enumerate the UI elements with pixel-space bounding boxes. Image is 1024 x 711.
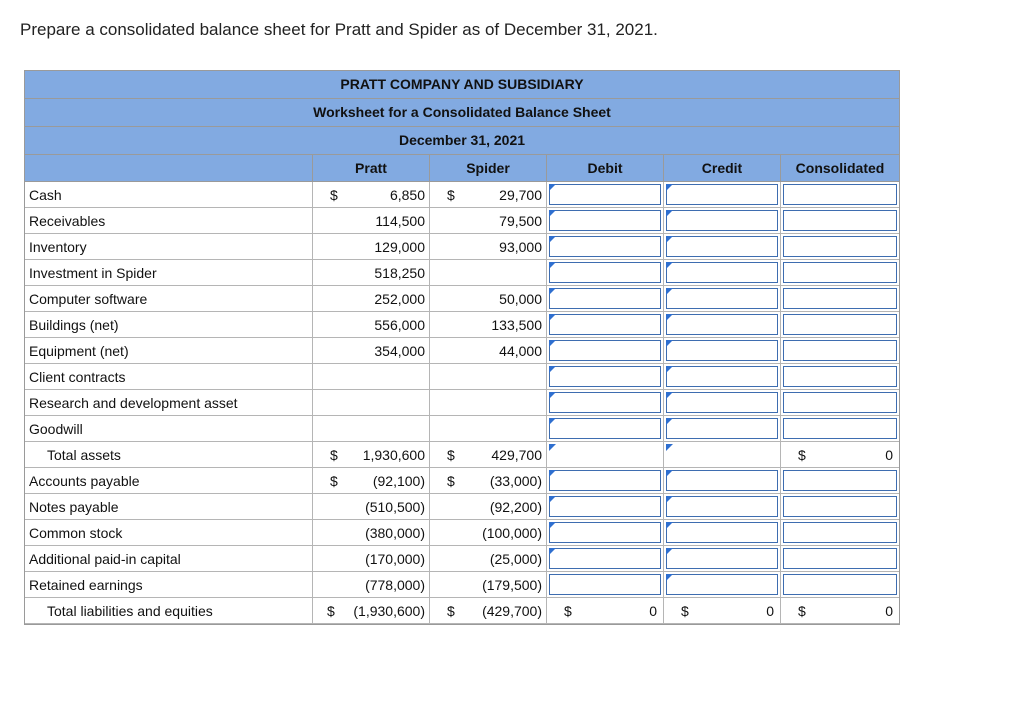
debit-input-total-assets[interactable]: [547, 442, 664, 468]
row-label-cash: Cash: [25, 182, 313, 208]
credit-input-client-contracts[interactable]: [664, 364, 781, 390]
row-label-retained-earnings: Retained earnings: [25, 572, 313, 598]
pratt-computer-software: 252,000: [313, 286, 430, 312]
debit-input-cash[interactable]: [547, 182, 664, 208]
pratt-buildings: 556,000: [313, 312, 430, 338]
pratt-equipment: 354,000: [313, 338, 430, 364]
spider-goodwill: [430, 416, 547, 442]
consolidated-input-equipment[interactable]: [781, 338, 899, 364]
dropdown-marker-icon: [666, 574, 673, 581]
consolidated-input-receivables[interactable]: [781, 208, 899, 234]
consolidated-input-buildings[interactable]: [781, 312, 899, 338]
spider-buildings: 133,500: [430, 312, 547, 338]
dropdown-marker-icon: [549, 548, 556, 555]
credit-input-research-development[interactable]: [664, 390, 781, 416]
dropdown-marker-icon: [666, 236, 673, 243]
pratt-common-stock: (380,000): [313, 520, 430, 546]
pratt-investment-in-spider: 518,250: [313, 260, 430, 286]
pratt-total-liabilities-equities: $ (1,930,600): [313, 598, 430, 624]
dropdown-marker-icon: [666, 496, 673, 503]
dropdown-marker-icon: [666, 470, 673, 477]
dropdown-marker-icon: [549, 184, 556, 191]
dropdown-marker-icon: [666, 288, 673, 295]
debit-input-buildings[interactable]: [547, 312, 664, 338]
col-header-pratt: Pratt: [313, 155, 430, 182]
dropdown-marker-icon: [549, 470, 556, 477]
dropdown-marker-icon: [666, 210, 673, 217]
consolidated-input-investment-in-spider[interactable]: [781, 260, 899, 286]
consolidated-input-retained-earnings[interactable]: [781, 572, 899, 598]
dropdown-marker-icon: [549, 496, 556, 503]
dropdown-marker-icon: [666, 340, 673, 347]
spider-client-contracts: [430, 364, 547, 390]
debit-input-investment-in-spider[interactable]: [547, 260, 664, 286]
consolidated-total-liabilities-equities: $ 0: [781, 598, 899, 624]
dropdown-marker-icon: [549, 444, 556, 451]
credit-total-liabilities-equities: $ 0: [664, 598, 781, 624]
pratt-receivables: 114,500: [313, 208, 430, 234]
credit-input-common-stock[interactable]: [664, 520, 781, 546]
spider-notes-payable: (92,200): [430, 494, 547, 520]
dropdown-marker-icon: [666, 262, 673, 269]
debit-input-client-contracts[interactable]: [547, 364, 664, 390]
row-label-notes-payable: Notes payable: [25, 494, 313, 520]
dropdown-marker-icon: [549, 262, 556, 269]
col-header-consolidated: Consolidated: [781, 155, 899, 182]
spider-cash: $ 29,700: [430, 182, 547, 208]
row-label-client-contracts: Client contracts: [25, 364, 313, 390]
pratt-accounts-payable: $ (92,100): [313, 468, 430, 494]
spider-inventory: 93,000: [430, 234, 547, 260]
col-header-account: [25, 155, 313, 182]
dropdown-marker-icon: [666, 366, 673, 373]
row-label-common-stock: Common stock: [25, 520, 313, 546]
consolidated-input-goodwill[interactable]: [781, 416, 899, 442]
dropdown-marker-icon: [549, 288, 556, 295]
spider-computer-software: 50,000: [430, 286, 547, 312]
credit-input-equipment[interactable]: [664, 338, 781, 364]
dropdown-marker-icon: [666, 522, 673, 529]
col-header-debit: Debit: [547, 155, 664, 182]
row-label-total-liabilities-equities: Total liabilities and equities: [25, 598, 313, 624]
spider-common-stock: (100,000): [430, 520, 547, 546]
pratt-goodwill: [313, 416, 430, 442]
dropdown-marker-icon: [666, 184, 673, 191]
dropdown-marker-icon: [549, 236, 556, 243]
row-label-additional-paid-in-capital: Additional paid-in capital: [25, 546, 313, 572]
dropdown-marker-icon: [549, 210, 556, 217]
pratt-client-contracts: [313, 364, 430, 390]
consolidated-input-research-development[interactable]: [781, 390, 899, 416]
dropdown-marker-icon: [549, 522, 556, 529]
spider-retained-earnings: (179,500): [430, 572, 547, 598]
pratt-cash: $ 6,850: [313, 182, 430, 208]
consolidated-input-accounts-payable[interactable]: [781, 468, 899, 494]
debit-input-retained-earnings[interactable]: [547, 572, 664, 598]
debit-input-goodwill[interactable]: [547, 416, 664, 442]
row-label-total-assets: Total assets: [25, 442, 313, 468]
row-label-receivables: Receivables: [25, 208, 313, 234]
consolidated-total-assets: $ 0: [781, 442, 899, 468]
dropdown-marker-icon: [549, 366, 556, 373]
pratt-research-development: [313, 390, 430, 416]
pratt-notes-payable: (510,500): [313, 494, 430, 520]
debit-input-notes-payable[interactable]: [547, 494, 664, 520]
row-label-goodwill: Goodwill: [25, 416, 313, 442]
dropdown-marker-icon: [666, 444, 673, 451]
row-label-research-development: Research and development asset: [25, 390, 313, 416]
credit-input-cash[interactable]: [664, 182, 781, 208]
col-header-spider: Spider: [430, 155, 547, 182]
pratt-total-assets: $ 1,930,600: [313, 442, 430, 468]
question-prompt: Prepare a consolidated balance sheet for Pratt and Spider as of December 31, 2021.: [20, 20, 658, 39]
worksheet-body: [25, 182, 899, 624]
spider-additional-paid-in-capital: (25,000): [430, 546, 547, 572]
dropdown-marker-icon: [666, 314, 673, 321]
credit-input-retained-earnings[interactable]: [664, 572, 781, 598]
credit-input-total-assets[interactable]: [664, 442, 781, 468]
dropdown-marker-icon: [666, 418, 673, 425]
debit-input-inventory[interactable]: [547, 234, 664, 260]
consolidated-input-computer-software[interactable]: [781, 286, 899, 312]
credit-input-computer-software[interactable]: [664, 286, 781, 312]
dropdown-marker-icon: [549, 314, 556, 321]
spider-equipment: 44,000: [430, 338, 547, 364]
debit-input-receivables[interactable]: [547, 208, 664, 234]
row-label-computer-software: Computer software: [25, 286, 313, 312]
debit-input-research-development[interactable]: [547, 390, 664, 416]
credit-input-accounts-payable[interactable]: [664, 468, 781, 494]
spider-research-development: [430, 390, 547, 416]
dropdown-marker-icon: [666, 392, 673, 399]
worksheet-title-company: PRATT COMPANY AND SUBSIDIARY: [25, 71, 899, 99]
spider-receivables: 79,500: [430, 208, 547, 234]
debit-input-additional-paid-in-capital[interactable]: [547, 546, 664, 572]
debit-input-equipment[interactable]: [547, 338, 664, 364]
row-label-accounts-payable: Accounts payable: [25, 468, 313, 494]
credit-input-notes-payable[interactable]: [664, 494, 781, 520]
worksheet-title-name: Worksheet for a Consolidated Balance Sheet: [25, 99, 899, 127]
row-label-investment-in-spider: Investment in Spider: [25, 260, 313, 286]
worksheet-title-date: December 31, 2021: [25, 127, 899, 155]
row-label-buildings: Buildings (net): [25, 312, 313, 338]
pratt-inventory: 129,000: [313, 234, 430, 260]
column-header-row: [25, 155, 899, 182]
spider-total-liabilities-equities: $ (429,700): [430, 598, 547, 624]
debit-input-common-stock[interactable]: [547, 520, 664, 546]
consolidated-input-inventory[interactable]: [781, 234, 899, 260]
credit-input-investment-in-spider[interactable]: [664, 260, 781, 286]
consolidated-input-additional-paid-in-capital[interactable]: [781, 546, 899, 572]
dropdown-marker-icon: [549, 418, 556, 425]
row-label-equipment: Equipment (net): [25, 338, 313, 364]
debit-total-liabilities-equities: $ 0: [547, 598, 664, 624]
spider-investment-in-spider: [430, 260, 547, 286]
debit-input-accounts-payable[interactable]: [547, 468, 664, 494]
debit-input-computer-software[interactable]: [547, 286, 664, 312]
credit-input-inventory[interactable]: [664, 234, 781, 260]
consolidated-input-client-contracts[interactable]: [781, 364, 899, 390]
col-header-credit: Credit: [664, 155, 781, 182]
credit-input-additional-paid-in-capital[interactable]: [664, 546, 781, 572]
consolidated-input-cash[interactable]: [781, 182, 899, 208]
dropdown-marker-icon: [666, 548, 673, 555]
spider-total-assets: $ 429,700: [430, 442, 547, 468]
credit-input-receivables[interactable]: [664, 208, 781, 234]
consolidated-input-common-stock[interactable]: [781, 520, 899, 546]
pratt-retained-earnings: (778,000): [313, 572, 430, 598]
consolidation-worksheet: [24, 70, 900, 625]
dropdown-marker-icon: [549, 392, 556, 399]
spider-accounts-payable: $ (33,000): [430, 468, 547, 494]
credit-input-goodwill[interactable]: [664, 416, 781, 442]
consolidated-input-notes-payable[interactable]: [781, 494, 899, 520]
credit-input-buildings[interactable]: [664, 312, 781, 338]
row-label-inventory: Inventory: [25, 234, 313, 260]
pratt-additional-paid-in-capital: (170,000): [313, 546, 430, 572]
dropdown-marker-icon: [549, 340, 556, 347]
